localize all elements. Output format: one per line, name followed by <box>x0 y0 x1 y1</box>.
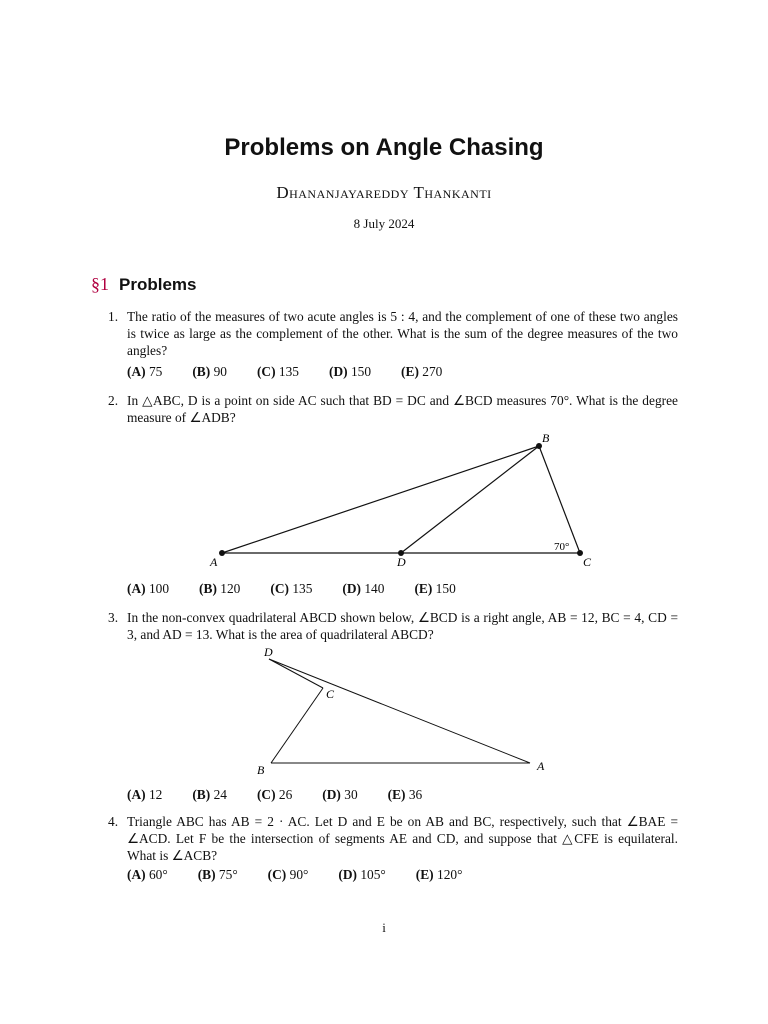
choice: (C) 135 <box>270 581 313 596</box>
choice: (D) 105° <box>338 867 386 882</box>
segment-cb <box>271 688 323 763</box>
choice: (B) 24 <box>192 787 227 802</box>
choice: (E) 120° <box>415 867 463 882</box>
author: Dhananjayareddy Thankanti <box>276 183 492 202</box>
label-d: D <box>264 645 273 659</box>
label-d: D <box>397 555 406 569</box>
label-a: A <box>210 555 218 569</box>
choice: (B) 120 <box>199 581 241 596</box>
triangle-abc-figure <box>222 446 580 553</box>
choice: (E) 270 <box>401 364 443 379</box>
problem-number: 3. <box>108 610 119 625</box>
problem-text: In the non-convex quadrilateral ABCD shown below, ∠BCD is a right angle, AB = 12, BC = 4, CD = 3, and AD = 13. What is the area of quadrilateral ABCD? <box>127 610 678 642</box>
choice: (D) 30 <box>322 787 358 802</box>
choice: (E) 36 <box>387 787 423 802</box>
section-number: §1 <box>91 274 109 294</box>
page-number: i <box>382 920 386 935</box>
choice: (A) 12 <box>127 787 163 802</box>
label-b: B <box>257 763 265 777</box>
segment-dc <box>269 659 323 688</box>
segment-ab <box>222 446 539 553</box>
problem-text: In △ABC, D is a point on side AC such that BD = DC and ∠BCD measures 70°. What is the degree measure of ∠ADB? <box>127 393 678 425</box>
point-a <box>219 550 225 556</box>
choice: (A) 75 <box>127 364 163 379</box>
choice: (C) 26 <box>256 787 293 802</box>
choice: (D) 150 <box>329 364 372 379</box>
choice: (B) 75° <box>197 867 238 882</box>
problem-text: Triangle ABC has AB = 2 · AC. Let D and E be on AB and BC, respectively, such that ∠BAE = ∠ACD. Let F be the intersection of segments AE and CD, and suppose that △CFE is equilateral. What is ∠ACB? <box>127 814 678 863</box>
label-b: B <box>542 431 550 445</box>
label-a: A <box>537 759 545 773</box>
problem-text: The ratio of the measures of two acute angles is 5 : 4, and the complement of one of these two angles is twice as large as the complement of the other. What is the sum of the degree measures of the two angles? <box>127 309 678 358</box>
choice: (B) 90 <box>192 364 227 379</box>
choice: (A) 100 <box>127 581 170 596</box>
choice: (A) 60° <box>127 867 168 882</box>
choice: (C) 90° <box>267 867 309 882</box>
problem-4 <box>108 813 678 864</box>
choice: (E) 150 <box>414 581 456 596</box>
problem-number: 4. <box>108 814 119 829</box>
date: 8 July 2024 <box>353 216 415 231</box>
section-name: Problems <box>119 275 197 294</box>
segment-bd <box>401 446 539 553</box>
choice: (C) 135 <box>256 364 299 379</box>
choice: (D) 140 <box>342 581 385 596</box>
segment-bc <box>539 446 580 553</box>
page-title: Problems on Angle Chasing <box>224 134 544 161</box>
problem-3-choices <box>127 787 422 803</box>
label-c: C <box>583 555 592 569</box>
problem-2-choices <box>127 581 456 597</box>
angle-label: 70° <box>554 541 570 553</box>
problem-3 <box>108 609 678 643</box>
segment-ad <box>269 659 530 763</box>
quadrilateral-abcd-figure <box>269 659 530 763</box>
label-c: C <box>326 687 335 701</box>
problem-number: 2. <box>108 393 119 408</box>
problem-number: 1. <box>108 309 119 324</box>
problem-4-choices <box>127 867 462 883</box>
